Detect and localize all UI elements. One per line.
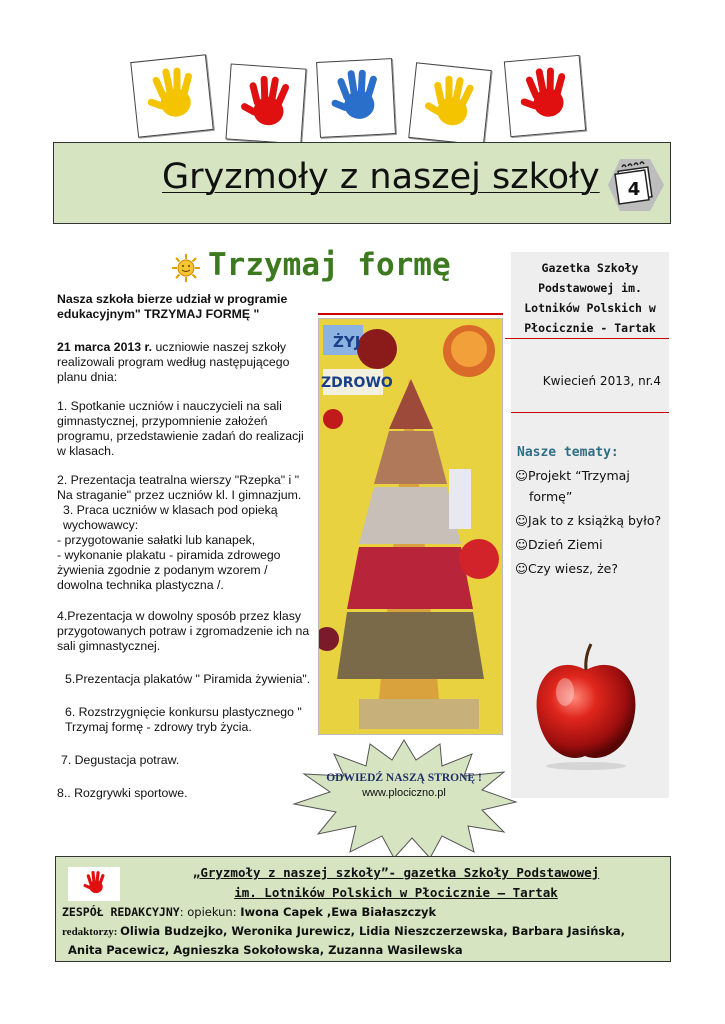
section-heading: Trzymaj formę bbox=[208, 247, 451, 283]
footer bbox=[55, 856, 671, 962]
red-hand-logo-icon bbox=[68, 867, 120, 901]
supervisors: Iwona Capek ,Ewa Białaszczyk bbox=[240, 905, 437, 919]
hand-tile-3 bbox=[316, 58, 396, 138]
poster-top-rule bbox=[318, 313, 503, 315]
editors-label: redaktorzy: bbox=[62, 926, 121, 938]
footer-title-line2: im. Lotników Polskich w Płocicznie – Tartak bbox=[234, 885, 558, 900]
footer-team bbox=[62, 905, 436, 919]
hand-tile-4 bbox=[408, 62, 492, 146]
title-banner bbox=[53, 142, 671, 224]
apple-icon bbox=[527, 632, 645, 772]
article-date-text: uczniowie naszej szkoły realizowali program według następującego planu dnia: bbox=[57, 340, 290, 384]
article-date-paragraph bbox=[57, 340, 315, 385]
sidebar-heading: Gazetka Szkoły Podstawowej im. Lotników Polskich w Płocicznie - Tartak bbox=[524, 261, 656, 335]
blue-hand-icon bbox=[317, 59, 395, 137]
editors-line1: Oliwia Budzejko, Weronika Jurewicz, Lidia Nieszczerzewska, Barbara Jasińska, bbox=[120, 924, 626, 938]
plan-item-3a: - przygotowanie sałatki lub kanapek, bbox=[57, 533, 256, 547]
red-hand-icon bbox=[505, 56, 585, 136]
plan-item-7: 7. Degustacja potraw. bbox=[61, 753, 180, 767]
team-label: ZESPÓŁ REDAKCYJNY bbox=[62, 905, 180, 919]
topic-item: ☺Dzień Ziemi bbox=[515, 537, 603, 552]
hand-tile-5 bbox=[504, 55, 586, 137]
promo-text: ODWIEDŹ NASZĄ STRONĘ ! bbox=[326, 772, 482, 784]
calendar-icon bbox=[600, 153, 670, 217]
promo-text-block bbox=[318, 772, 490, 799]
newspaper-title: Gryzmoły z naszej szkoły bbox=[162, 157, 600, 197]
plan-item-3: 3. Praca uczniów w klasach pod opieką wychowawcy: bbox=[63, 503, 278, 532]
poster-label-zyj: ŻYJ bbox=[333, 333, 361, 351]
yellow-hand-icon bbox=[131, 55, 212, 136]
footer-title-line1: „Gryzmoły z naszej szkoły”- gazetka Szkoły Podstawowej bbox=[192, 865, 600, 880]
issue-number: 4 bbox=[627, 179, 641, 200]
topic-item: ☺Jak to z książką było? bbox=[515, 513, 662, 528]
promo-url[interactable]: www.plociczno.pl bbox=[362, 787, 446, 799]
footer-editors bbox=[62, 924, 625, 938]
sun-icon bbox=[171, 253, 201, 283]
sidebar-rule-bottom bbox=[511, 412, 669, 413]
hand-tile-1 bbox=[130, 54, 214, 138]
poster-label-zdrowo: ZDROWO bbox=[321, 375, 393, 391]
red-hand-icon bbox=[227, 65, 306, 144]
topic-item: ☺Projekt “Trzymaj formę” bbox=[515, 468, 630, 504]
plan-item-3b: - wykonanie plakatu - piramida zdrowego żywienia zgodnie z podanym wzorem / dowolna technika plastyczna /. bbox=[57, 548, 281, 592]
plan-item-5: 5.Prezentacja plakatów " Piramida żywienia". bbox=[65, 672, 311, 686]
sidebar bbox=[511, 252, 669, 798]
article-date: 21 marca 2013 r. bbox=[57, 340, 153, 354]
hand-tile-2 bbox=[225, 63, 306, 144]
yellow-hand-icon bbox=[409, 63, 490, 144]
topic-item: ☺Czy wiesz, że? bbox=[515, 561, 618, 576]
supervisor-label: : opiekun: bbox=[179, 905, 241, 919]
topics-list bbox=[515, 465, 665, 582]
plan-item-2: 2. Prezentacja teatralna wierszy "Rzepka" i " Na straganie" przez uczniów kl. I gimnazjum. bbox=[57, 473, 302, 502]
article-body bbox=[57, 292, 315, 815]
plan-item-8: 8.. Rozgrywki sportowe. bbox=[57, 786, 188, 800]
issue-date: Kwiecień 2013, nr.4 bbox=[542, 374, 661, 388]
editors-line2: Anita Pacewicz, Agnieszka Sokołowska, Zuzanna Wasilewska bbox=[68, 943, 463, 957]
promo-starburst bbox=[290, 738, 518, 860]
topics-title: Nasze tematy: bbox=[517, 445, 619, 460]
plan-item-6: 6. Rozstrzygnięcie konkursu plastycznego " Trzymaj formę - zdrowy tryb życia. bbox=[65, 705, 302, 734]
sidebar-rule-top bbox=[505, 338, 669, 339]
food-pyramid-poster bbox=[318, 318, 503, 735]
plan-item-4: 4.Prezentacja w dowolny sposób przez klasy przygotowanych potraw i zgromadzenie ich na sali gimnastycznej. bbox=[57, 609, 310, 653]
article-intro: Nasza szkoła bierze udział w programie edukacyjnym" TRZYMAJ FORMĘ " bbox=[57, 292, 288, 321]
plan-item-1: 1. Spotkanie uczniów i nauczycieli na sali gimnastycznej, przypomnienie założeń programu, przedstawienie zadań do realizacji w klasach. bbox=[57, 399, 304, 458]
